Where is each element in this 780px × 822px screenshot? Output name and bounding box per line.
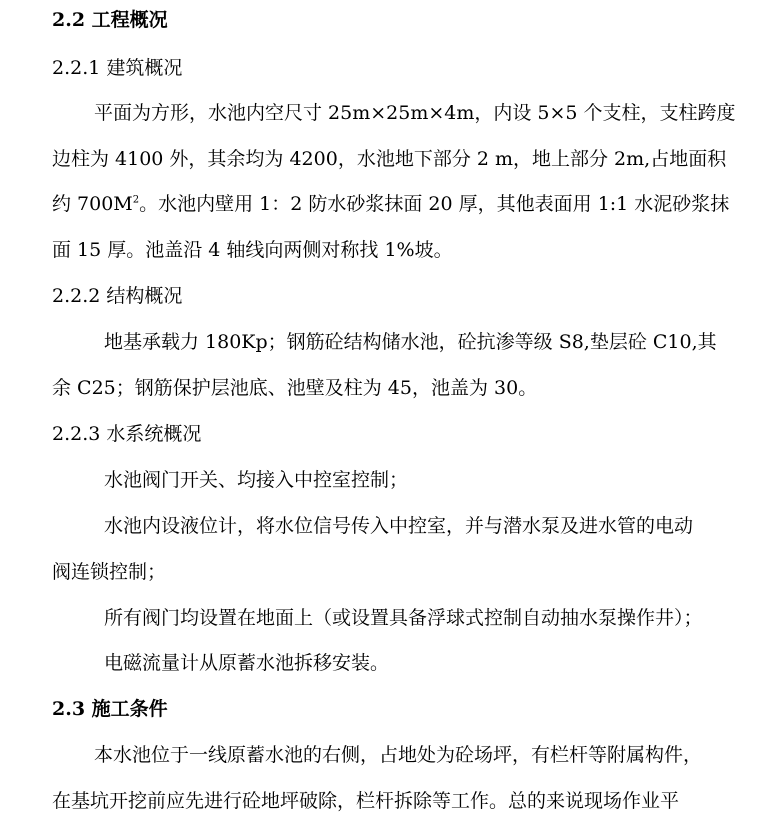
paragraph-text: 。水池内壁用 1：2 防水砂浆抹面 20 厚，其他表面用 1:1 水泥砂浆抹: [139, 193, 730, 215]
paragraph-line: 地基承载力 180Kp；钢筋砼结构储水池，砼抗渗等级 S8,垫层砼 C10,其: [104, 331, 717, 353]
subsection-heading-2-2-2: 2.2.2 结构概况: [52, 285, 183, 307]
section-heading-2-2: 2.2 工程概况: [52, 9, 168, 31]
paragraph-line: 本水池位于一线原蓄水池的右侧，占地处为砼场坪，有栏杆等附属构件，: [94, 744, 703, 766]
section-heading-2-3: 2.3 施工条件: [52, 698, 168, 720]
paragraph-line: 水池阀门开关、均接入中控室控制；: [104, 469, 409, 491]
paragraph-line: 在基坑开挖前应先进行砼地坪破除，栏杆拆除等工作。总的来说现场作业平: [52, 790, 680, 812]
paragraph-line: 面 15 厚。池盖沿 4 轴线向两侧对称找 1%坡。: [52, 239, 453, 261]
area-exponent: 2: [132, 194, 140, 206]
paragraph-line: 所有阀门均设置在地面上（或设置具备浮球式控制自动抽水泵操作井）；: [104, 607, 703, 629]
paragraph-line: 余 C25；钢筋保护层池底、池壁及柱为 45，池盖为 30。: [52, 377, 538, 399]
subsection-heading-2-2-3: 2.2.3 水系统概况: [52, 423, 202, 445]
paragraph-line: 平面为方形，水池内空尺寸 25m×25m×4m，内设 5×5 个支柱，支柱跨度: [94, 102, 736, 124]
area-value: 约 700M: [52, 193, 133, 215]
subsection-heading-2-2-1: 2.2.1 建筑概况: [52, 57, 183, 79]
paragraph-line: 阀连锁控制；: [52, 561, 167, 583]
paragraph-line: 边柱为 4100 外，其余均为 4200，水池地下部分 2 m，地上部分 2m,占地面积: [52, 148, 727, 170]
paragraph-line: [52, 192, 729, 216]
paragraph-line: 电磁流量计从原蓄水池拆移安装。: [104, 652, 390, 674]
paragraph-line: 水池内设液位计，将水位信号传入中控室，并与潜水泵及进水管的电动: [104, 515, 694, 537]
